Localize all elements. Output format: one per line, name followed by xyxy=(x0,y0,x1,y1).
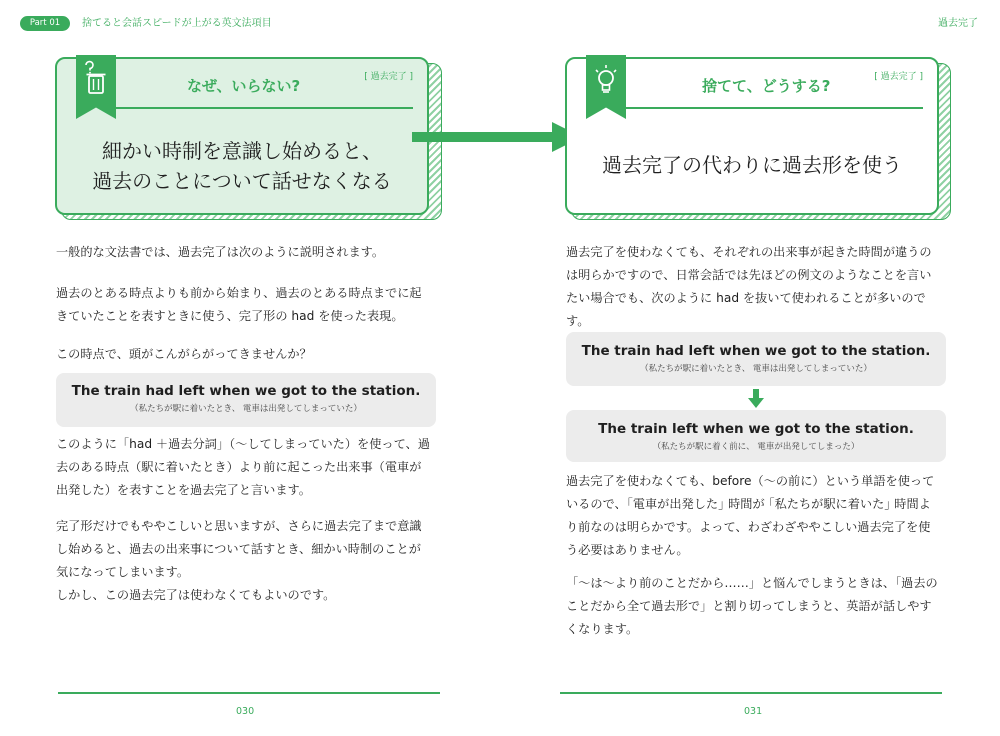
arrow-right-icon xyxy=(412,120,584,154)
left-box-main-line-1: 細かい時制を意識し始めると、 xyxy=(102,139,382,163)
left-example-box xyxy=(56,373,436,427)
part-badge: Part 01 xyxy=(20,16,70,31)
right-example-1-english: The train had left when we got to the station. xyxy=(581,343,931,359)
chapter-title: 捨てると会話スピードが上がる英文法項目 xyxy=(82,18,272,29)
right-example-1-japanese: （私たちが駅に着いたとき、 電車は出発してしまっていた） xyxy=(640,364,872,374)
left-box-label: [ 過去完了 ] xyxy=(364,72,413,82)
arrow-down-icon xyxy=(748,389,764,409)
right-page-number: 031 xyxy=(744,706,763,717)
left-footer-rule xyxy=(58,692,440,694)
left-paragraph-1: 一般的な文法書では、過去完了は次のように説明されます。 xyxy=(56,245,385,259)
left-box-main-line-2: 過去のことについて話せなくなる xyxy=(92,169,392,193)
right-paragraph-1: 過去完了を使わなくても、それぞれの出来事が起きた時間が違うの は明らかですので、日常会話では先ほどの例文のようなことを言い たい場合でも、次のように had を抜いて使われることが多いので す。 xyxy=(566,245,932,328)
left-paragraph-5: 完了形だけでもややこしいと思いますが、さらに過去完了まで意識 し始めると、過去の出来事について話すとき、細かい時制のことが 気になってしまいます。 しかし、この過去完了は使わなくてもよいのです。 xyxy=(56,519,422,602)
left-box-divider xyxy=(105,107,413,109)
left-paragraph-4: このように「had ＋過去分詞」（〜してしまっていた）を使って、過 去のある時点（駅に着いたとき）より前に起こった出来事（電車が 出発した）を表すことを過去完了と言います。 xyxy=(56,437,430,497)
right-box-main-text: 過去完了の代わりに過去形を使う xyxy=(602,153,902,177)
left-paragraph-3: この時点で、頭がこんがらがってきませんか？ xyxy=(56,347,312,361)
right-paragraph-2: 過去完了を使わなくても、before（〜の前に）という単語を使って いるので、｢電車が出発した｣ 時間が ｢私たちが駅に着いた｣ 時間よ り前なのは明らかです。よって、わざわざややこしい過去完了を使 う必要はありません。 xyxy=(566,474,935,557)
left-paragraph-2: 過去のとある時点よりも前から始まり、過去のとある時点までに起 きていたことを表すときに使う、完了形の had を使った表現。 xyxy=(56,286,422,323)
right-footer-rule xyxy=(560,692,942,694)
trash-can-question-icon xyxy=(82,60,110,104)
left-example-english: The train had left when we got to the station. xyxy=(71,383,421,399)
right-box-heading: 捨てて、どうする? xyxy=(702,77,831,95)
left-example-japanese: （私たちが駅に着いたとき、 電車は出発してしまっていた） xyxy=(130,404,362,414)
right-example-2-english: The train left when we got to the station. xyxy=(598,421,914,437)
lightbulb-icon xyxy=(592,62,620,102)
right-paragraph-3: 「〜は〜より前のことだから……」と悩んでしまうときは、「過去の ことだから全て過去形で」と割り切ってしまうと、英語が話しやす くなります。 xyxy=(566,576,938,636)
right-example-box-2 xyxy=(566,410,946,462)
right-example-2-japanese: （私たちが駅に着く前に、 電車が出発してしまった） xyxy=(652,442,860,452)
right-example-box-1 xyxy=(566,332,946,386)
left-box-heading: なぜ、いらない? xyxy=(187,77,301,95)
section-title: 過去完了 xyxy=(938,18,978,29)
left-page-number: 030 xyxy=(236,706,255,717)
right-box-divider xyxy=(615,107,923,109)
right-box-label: [ 過去完了 ] xyxy=(874,72,923,82)
